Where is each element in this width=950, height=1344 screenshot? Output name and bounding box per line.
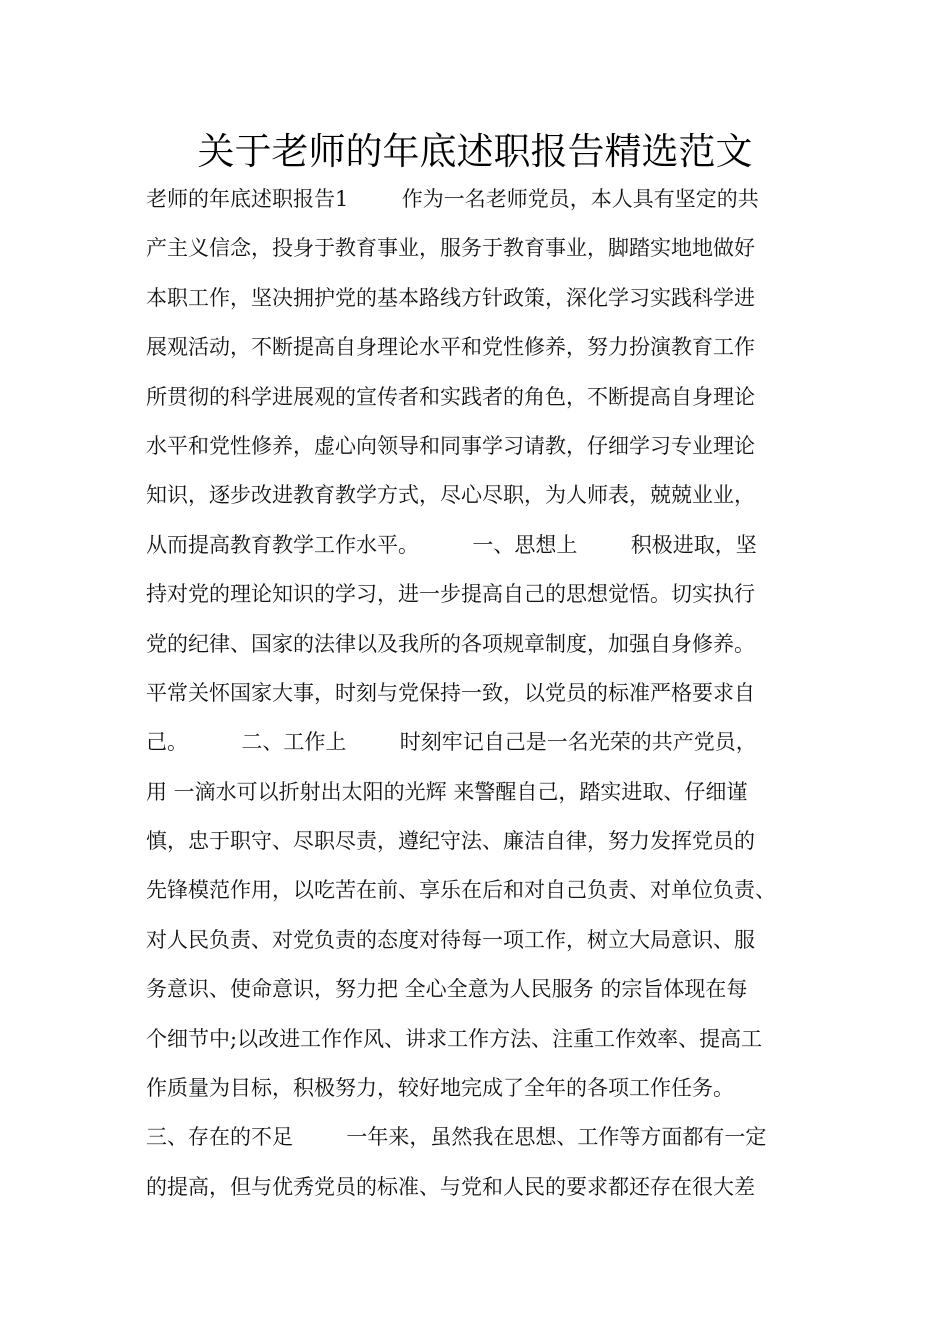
body-line: 的提高，但与优秀党员的标准、与党和人民的要求都还存在很大差 [146, 1174, 755, 1199]
body-line: 党的纪律、国家的法律以及我所的各项规章制度，加强自身修养。 [146, 631, 755, 656]
body-line: 慎，忠于职守、尽职尽责，遵纪守法、廉洁自律，努力发挥党员的 [146, 829, 755, 854]
body-line: 个细节中;以改进工作作风、讲求工作方法、注重工作效率、提高工 [146, 1026, 763, 1051]
body-line: 持对党的理论知识的学习，进一步提高自己的思想觉悟。切实执行 [146, 582, 755, 607]
body-line: 三、存在的不足 一年来，虽然我在思想、工作等方面都有一定 [146, 1125, 767, 1150]
body-line: 从而提高教育教学工作水平。 一、思想上 积极进取，坚 [146, 532, 757, 557]
body-line: 展观活动，不断提高自身理论水平和党性修养，努力扮演教育工作 [146, 335, 755, 360]
body-line: 所贯彻的科学进展观的宣传者和实践者的角色，不断提高自身理论 [146, 384, 755, 409]
body-line: 己。 二、工作上 时刻牢记自己是一名光荣的共产党员， [146, 730, 757, 755]
body-line: 产主义信念，投身于教育事业，服务于教育事业，脚踏实地地做好 [146, 236, 755, 261]
document-title: 关于老师的年底述职报告精选范文 [197, 130, 753, 173]
body-line: 作质量为目标，积极努力，较好地完成了全年的各项工作任务。 [146, 1076, 734, 1101]
body-line: 务意识、使命意识，努力把 全心全意为人民服务 的宗旨体现在每 [146, 977, 748, 1002]
body-line: 本职工作，坚决拥护党的基本路线方针政策，深化学习实践科学进 [146, 285, 755, 310]
body-line: 先锋模范作用，以吃苦在前、享乐在后和对自己负责、对单位负责、 [146, 878, 776, 903]
body-line: 老师的年底述职报告1 作为一名老师党员，本人具有坚定的共 [146, 187, 759, 211]
document-body [146, 175, 846, 1212]
body-line: 水平和党性修养，虚心向领导和同事学习请教，仔细学习专业理论 [146, 433, 755, 458]
body-line: 对人民负责、对党负责的态度对待每一项工作，树立大局意识、服 [146, 927, 755, 952]
body-line: 平常关怀国家大事，时刻与党保持一致，以党员的标准严格要求自 [146, 680, 755, 705]
body-line: 知识，逐步改进教育教学方式，尽心尽职，为人师表，兢兢业业， [146, 483, 755, 508]
body-line: 用 一滴水可以折射出太阳的光辉 来警醒自己，踏实进取、仔细谨 [146, 779, 748, 804]
